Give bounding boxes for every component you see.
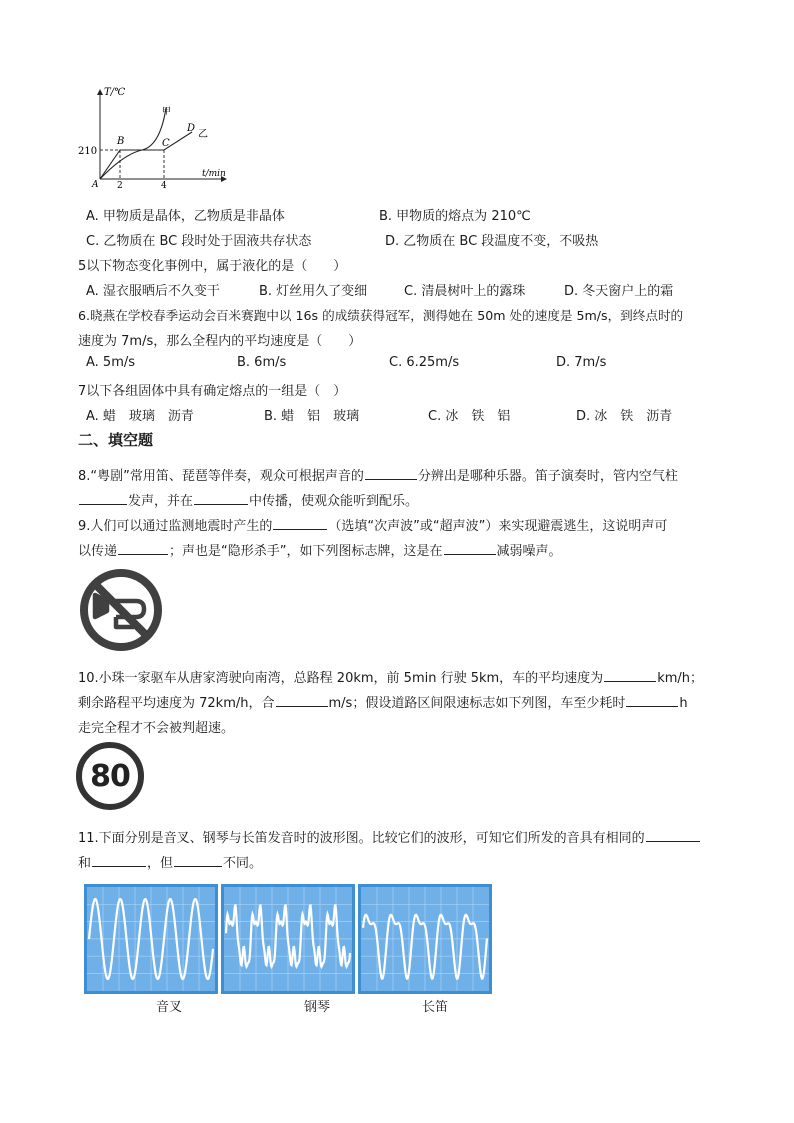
curve-yi xyxy=(100,132,192,179)
q9-text-3: 以传递 xyxy=(78,544,118,559)
temperature-time-graph xyxy=(78,84,238,194)
q10-text-4: m/s；假设道路区间限速标志如下列图，车至少耗时 xyxy=(328,696,626,711)
q6-line2: 速度为 7m/s，那么全程内的平均速度是（ ） xyxy=(78,334,362,349)
curve-jia xyxy=(100,108,166,179)
q8-blank-1[interactable] xyxy=(365,466,417,480)
label-flute: 长笛 xyxy=(422,1000,449,1015)
waveform-piano xyxy=(221,884,355,994)
waveform-tuning-fork xyxy=(84,884,218,994)
q7-option-a: A. 蜡 玻璃 沥青 xyxy=(86,409,194,424)
q10-blank-3[interactable] xyxy=(626,693,678,707)
section-heading-fill-in: 二、填空题 xyxy=(78,431,154,449)
q9-blank-2[interactable] xyxy=(118,541,168,555)
q9-blank-3[interactable] xyxy=(444,541,496,555)
no-horn-sign-icon xyxy=(78,567,164,653)
q6-option-c: C. 6.25m/s xyxy=(389,355,460,370)
q8-text-2: 分辨出是哪种乐器。笛子演奏时，管内空气柱 xyxy=(417,469,678,484)
q9-line2 xyxy=(78,540,562,559)
q8-text-1: 8.“粤剧”常用笛、琵琶等伴奏，观众可根据声音的 xyxy=(78,469,364,484)
q5-option-b: B. 灯丝用久了变细 xyxy=(259,284,368,299)
x-tick-4: 4 xyxy=(161,181,167,191)
q4-option-d: D. 乙物质在 BC 段温度不变，不吸热 xyxy=(385,234,599,249)
q6-line1: 6.晓燕在学校春季运动会百米赛跑中以 16s 的成绩获得冠军，测得她在 50m 处的速度是 5m/s，到终点时的 xyxy=(78,308,684,323)
q8-blank-2[interactable] xyxy=(79,491,127,505)
q11-text-1: 11.下面分别是音叉、钢琴与长笛发音时的波形图。比较它们的波形，可知它们所发的音具有相同的 xyxy=(78,831,645,846)
q6-option-b: B. 6m/s xyxy=(237,355,287,370)
q11-blank-3[interactable] xyxy=(174,853,222,867)
point-c: C xyxy=(162,138,170,149)
q10-line3: 走完全程才不会被判超速。 xyxy=(78,721,235,736)
q5-stem: 5以下物态变化事例中，属于液化的是（ ） xyxy=(78,259,347,274)
q6-option-d: D. 7m/s xyxy=(556,355,607,370)
speed-limit-sign xyxy=(76,742,144,810)
x-tick-2: 2 xyxy=(117,181,123,191)
q10-text-1: 10.小珠一家驱车从唐家湾驶向南湾，总路程 20km，前 5min 行驶 5km，车的平均速度为 xyxy=(78,671,604,686)
q10-line2 xyxy=(78,692,688,711)
q11-line2 xyxy=(78,852,262,871)
point-d: D xyxy=(187,123,196,134)
q11-line1 xyxy=(78,827,701,846)
q9-text-2: （选填“次声波”或“超声波”）来实现避震逃生，这说明声可 xyxy=(328,519,668,534)
q11-text-2: 和 xyxy=(78,856,92,871)
speed-limit-value: 80 xyxy=(90,758,130,794)
q10-blank-1[interactable] xyxy=(604,668,656,682)
q11-text-4: 不同。 xyxy=(223,856,263,871)
q7-option-b: B. 蜡 铝 玻璃 xyxy=(264,409,360,424)
label-tuning-fork: 音叉 xyxy=(156,1000,183,1015)
waveform-flute xyxy=(358,884,492,994)
q10-blank-2[interactable] xyxy=(276,693,328,707)
q7-option-c: C. 冰 铁 铝 xyxy=(428,409,511,424)
q7-option-d: D. 冰 铁 沥青 xyxy=(576,409,673,424)
q11-blank-2[interactable] xyxy=(92,853,146,867)
q7-stem: 7以下各组固体中具有确定熔点的一组是（ ） xyxy=(78,384,347,399)
curve-label-yi: 乙 xyxy=(198,129,208,140)
q4-option-b: B. 甲物质的熔点为 210℃ xyxy=(379,209,531,224)
q11-blank-1[interactable] xyxy=(646,828,700,842)
q9-line1 xyxy=(78,515,667,534)
q4-option-c: C. 乙物质在 BC 段时处于固液共存状态 xyxy=(86,234,312,249)
point-b: B xyxy=(117,136,125,147)
q8-line2 xyxy=(78,490,418,509)
q10-text-2: km/h； xyxy=(657,671,703,686)
label-piano: 钢琴 xyxy=(304,1000,331,1015)
q6-option-a: A. 5m/s xyxy=(86,355,136,370)
q10-line1 xyxy=(78,667,703,686)
q5-option-d: D. 冬天窗户上的霜 xyxy=(564,284,674,299)
q8-text-4: 中传播，使观众能听到配乐。 xyxy=(249,494,419,509)
point-a: A xyxy=(92,180,99,190)
q11-text-3: ，但 xyxy=(147,856,174,871)
q9-text-5: 减弱噪声。 xyxy=(496,544,562,559)
q9-text-4: ；声也是“隐形杀手”，如下列图标志牌，这是在 xyxy=(169,544,443,559)
q9-blank-1[interactable] xyxy=(273,516,327,530)
q5-option-c: C. 清晨树叶上的露珠 xyxy=(404,284,526,299)
q8-blank-3[interactable] xyxy=(194,491,248,505)
q8-text-3: 发声，并在 xyxy=(128,494,194,509)
q5-option-a: A. 湿衣服晒后不久变干 xyxy=(86,284,220,299)
q8-line1 xyxy=(78,465,678,484)
curve-label-jia: 甲 xyxy=(162,107,172,117)
x-axis-label: t/min xyxy=(202,169,226,179)
q10-text-5: h xyxy=(679,696,688,711)
y-axis-label: T/℃ xyxy=(104,87,126,98)
q9-text-1: 9.人们可以通过监测地震时产生的 xyxy=(78,519,273,534)
q4-option-a: A. 甲物质是晶体，乙物质是非晶体 xyxy=(86,209,285,224)
y-tick-210: 210 xyxy=(78,146,98,157)
q10-text-3: 剩余路程平均速度为 72km/h，合 xyxy=(78,696,275,711)
